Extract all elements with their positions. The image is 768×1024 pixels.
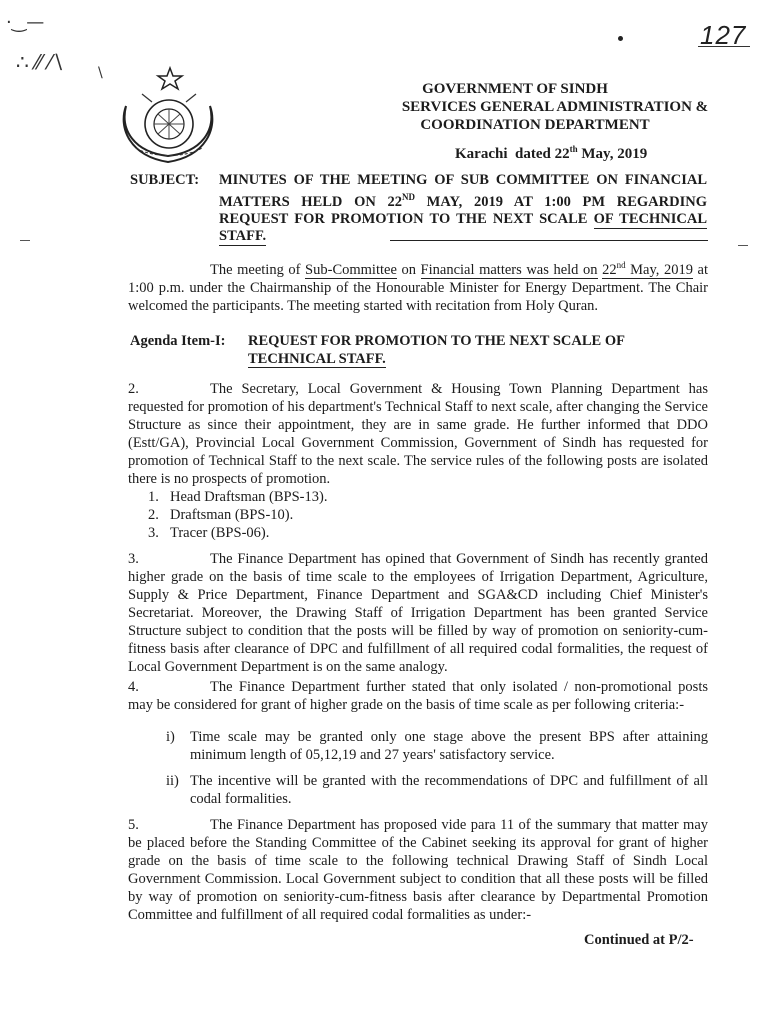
agenda-label: Agenda Item-I: <box>130 333 226 349</box>
page-number: 127 <box>700 20 747 50</box>
subject-text: MINUTES OF THE MEETING OF SUB COMMITTEE ON FINANCIAL MATTERS HELD ON 22ND MAY, 2019 AT 1:00 PM REGARDING REQUEST FOR PROMOTION TO THE NEXT SCALE OF TECHNICAL STAFF. <box>219 172 707 244</box>
margin-tick <box>738 245 748 246</box>
margin-tick <box>20 240 30 241</box>
paragraph-4: 4. The Finance Department further stated that only isolated / non-promotional posts may be considered for grant of higher grade on the basis of time scale as per following criteria:- <box>128 679 708 713</box>
paragraph-2: 2. The Secretary, Local Government & Housing Town Planning Department has requested for promotion of his department's Technical Staff to next scale, after changing the Service Structure as since their appointment, they are in same grade. He further informed that DDO (Estt/GA), Provincial Local Government Commission, Government of Sindh has requested for promotion of Technical Staff to the next scale. The service rules of the following posts are isolated there is no prospects of promotion. <box>128 381 708 487</box>
letterhead <box>400 80 720 134</box>
list-item: 3. Tracer (BPS-06). <box>148 525 270 541</box>
list-item: 1. Head Draftsman (BPS-13). <box>148 489 328 505</box>
paragraph-5: 5. The Finance Department has proposed vide para 11 of the summary that matter may be placed before the Standing Committee of the Cabinet seeking its approval for grant of higher grade on the basis of time scale to the following technical Drawing Staff of Sindh Local Government Commission. Local Government subject to condition that all these posts will be filled by way of promotion on seniority-cum-fitness basis after clearance by Departmental Promotion Committee and fulfillment of all required codal formalities as under:- <box>128 817 708 923</box>
agenda-title: REQUEST FOR PROMOTION TO THE NEXT SCALE OF TECHNICAL STAFF. <box>248 333 625 367</box>
sindh-government-emblem-icon <box>112 66 224 166</box>
paragraph-3: 3. The Finance Department has opined that Government of Sindh has recently granted higher grade on the basis of time scale to the employees of Irrigation Department, Agriculture, Supply & Price Department, Finance Department and SGA&CD including Chief Minister's Secretariat. Moreover, the Drawing Staff of Irrigation Department has been granted Service Structure subject to condition that the posts will be filled by way of promotion on seniority-cum-fitness basis after clearance of DPC and fulfillment of all required codal formalities, the request of Local Government Department is on the same analogy. <box>128 551 708 675</box>
handwritten-mark: \ <box>98 65 103 81</box>
dateline-place: Karachi <box>455 146 508 162</box>
letterhead-line-1: GOVERNMENT OF SINDH <box>422 81 608 97</box>
posts-list <box>148 488 327 542</box>
handwritten-mark: ∴ ⁄⁄ ⁄∖ <box>16 50 65 74</box>
letterhead-line-3: COORDINATION DEPARTMENT <box>420 117 650 133</box>
dateline <box>455 144 647 163</box>
dateline-date: dated 22th May, 2019 <box>515 144 648 162</box>
intro-paragraph: The meeting of Sub-Committee on Financial matters was held on 22nd May, 2019 at 1:00 p.m. under the Chairmanship of the Honourable Minister for Energy Department. The Chair welcomed the participants. The meeting started with recitation from Holy Quran. <box>128 260 709 314</box>
subject-label: SUBJECT: <box>130 172 200 188</box>
continued-note: Continued at P/2- <box>584 932 694 948</box>
subject-underline <box>390 240 708 241</box>
ink-dot <box>618 36 623 41</box>
letterhead-line-2: SERVICES GENERAL ADMINISTRATION & <box>401 99 709 115</box>
criteria-item: ii) The incentive will be granted with the recommendations of DPC and fulfillment of all codal formalities. <box>166 773 708 807</box>
handwritten-mark: ·‿— <box>6 12 45 33</box>
criteria-item: i) Time scale may be granted only one stage above the present BPS after attaining minimum length of 05,12,19 and 27 years' satisfactory service. <box>166 729 708 763</box>
list-item: 2. Draftsman (BPS-10). <box>148 507 294 523</box>
